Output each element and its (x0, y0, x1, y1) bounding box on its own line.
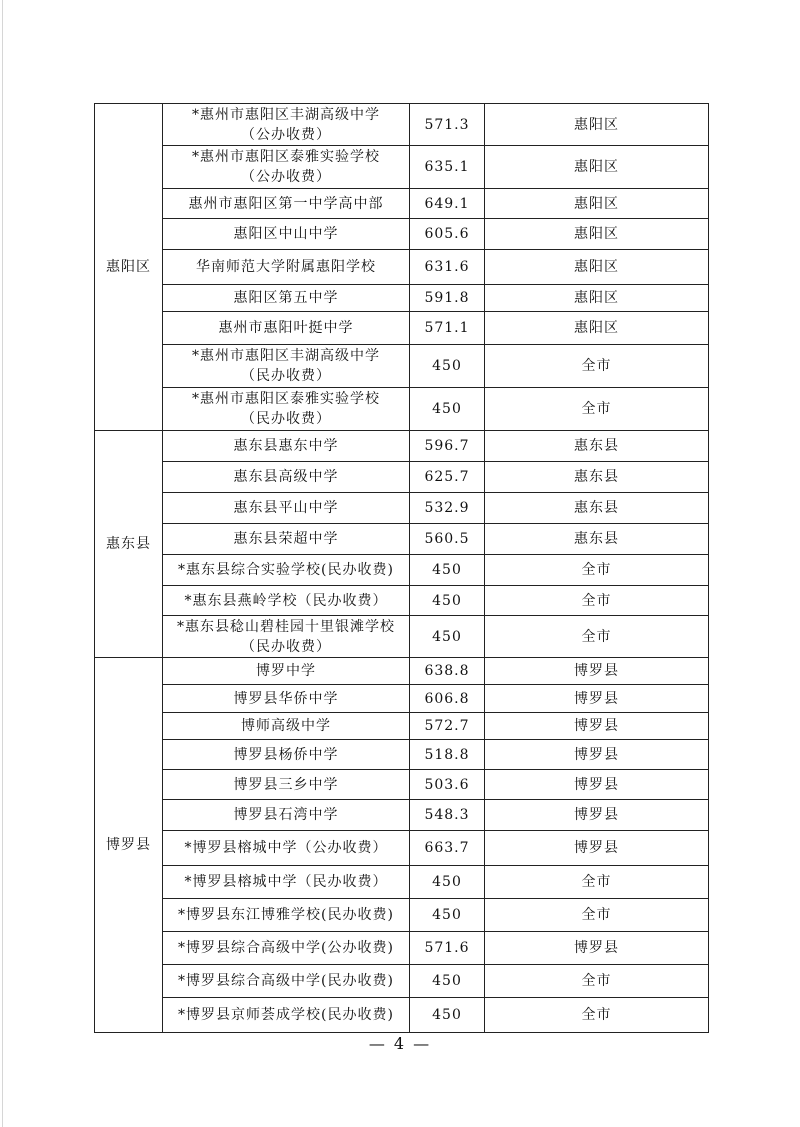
school-name-cell (163, 146, 410, 189)
table-row (95, 431, 709, 462)
school-name-cell (163, 658, 410, 685)
school-name-line: *惠州市惠阳区丰湖高级中学 (192, 348, 380, 364)
enrollment-area-cell: 博罗县 (485, 713, 709, 740)
school-name-cell (163, 800, 410, 831)
table-row (95, 189, 709, 219)
school-name-line: *博罗县综合高级中学(公办收费) (178, 940, 394, 956)
district-cell: 博罗县 (95, 658, 163, 1033)
score-cell: 606.8 (410, 685, 485, 713)
school-name-line: 博罗县三乡中学 (233, 776, 339, 793)
table-row (95, 899, 709, 932)
table-row (95, 866, 709, 899)
school-name-cell (163, 899, 410, 932)
school-name-line: *博罗县东江博雅学校(民办收费) (178, 907, 394, 923)
enrollment-area-cell: 博罗县 (485, 770, 709, 800)
enrollment-area-cell: 惠阳区 (485, 312, 709, 345)
school-name-cell (163, 189, 410, 219)
enrollment-area-cell: 惠阳区 (485, 219, 709, 250)
school-name-line: 博师高级中学 (241, 718, 331, 734)
score-cell: 450 (410, 899, 485, 932)
table-row (95, 713, 709, 740)
score-cell: 631.6 (410, 250, 485, 285)
school-name-line: 惠东县荣超中学 (233, 531, 339, 547)
school-name-line: *博罗县京师荟成学校(民办收费) (178, 1007, 394, 1023)
enrollment-area-cell: 惠阳区 (485, 189, 709, 219)
score-cell: 450 (410, 965, 485, 998)
table-row (95, 965, 709, 998)
school-name-line: *惠州市惠阳区泰雅实验学校 (192, 391, 380, 407)
school-name-cell (163, 998, 410, 1033)
school-name-line: *惠东县燕岭学校（民办收费） (184, 592, 388, 609)
table-row (95, 770, 709, 800)
school-name-line: 博罗县杨侨中学 (233, 746, 339, 763)
score-cell: 450 (410, 866, 485, 899)
school-name-line: 惠州市惠阳区第一中学高中部 (188, 195, 384, 212)
school-name-cell (163, 219, 410, 250)
table-row (95, 312, 709, 345)
enrollment-area-cell: 博罗县 (485, 658, 709, 685)
school-name-line: *博罗县综合高级中学(民办收费) (178, 973, 394, 989)
school-name-cell (163, 616, 410, 658)
score-cell: 518.8 (410, 740, 485, 770)
table-row (95, 831, 709, 866)
school-name-line: 华南师范大学附属惠阳学校 (196, 259, 376, 275)
enrollment-area-cell: 惠东县 (485, 462, 709, 493)
school-name-cell (163, 555, 410, 586)
enrollment-area-cell: 博罗县 (485, 831, 709, 866)
school-name-cell (163, 431, 410, 462)
table-row (95, 388, 709, 431)
score-cell: 560.5 (410, 524, 485, 555)
table-row (95, 800, 709, 831)
table-row (95, 685, 709, 713)
score-cell: 450 (410, 586, 485, 616)
school-name-line: *惠东县稔山碧桂园十里银滩学校 (177, 618, 395, 635)
school-name-line: （民办收费） (241, 368, 331, 384)
enrollment-area-cell: 博罗县 (485, 932, 709, 965)
table-row (95, 250, 709, 285)
table-row (95, 932, 709, 965)
school-name-cell (163, 312, 410, 345)
district-cell: 惠东县 (95, 431, 163, 658)
school-name-cell (163, 388, 410, 431)
score-cell: 635.1 (410, 146, 485, 189)
school-name-cell (163, 965, 410, 998)
enrollment-area-cell: 全市 (485, 616, 709, 658)
enrollment-area-cell: 惠阳区 (485, 285, 709, 312)
score-cell: 663.7 (410, 831, 485, 866)
school-name-line: *惠州市惠阳区丰湖高级中学 (192, 106, 380, 123)
enrollment-area-cell: 惠东县 (485, 493, 709, 524)
school-name-line: 博罗中学 (256, 663, 316, 679)
school-name-cell (163, 866, 410, 899)
school-name-line: 惠东县高级中学 (233, 469, 339, 485)
admission-score-table (94, 103, 709, 1033)
table-row (95, 146, 709, 189)
score-cell: 596.7 (410, 431, 485, 462)
enrollment-area-cell: 全市 (485, 998, 709, 1033)
score-cell: 548.3 (410, 800, 485, 831)
table-row (95, 998, 709, 1033)
table-row (95, 345, 709, 388)
table-row (95, 658, 709, 685)
table-row (95, 104, 709, 146)
score-cell: 450 (410, 616, 485, 658)
score-cell: 450 (410, 388, 485, 431)
table-row (95, 285, 709, 312)
school-name-line: （公办收费） (241, 126, 331, 143)
enrollment-area-cell: 全市 (485, 586, 709, 616)
score-cell: 571.6 (410, 932, 485, 965)
school-name-line: （民办收费） (241, 638, 331, 655)
school-name-line: 惠州市惠阳叶挺中学 (218, 320, 354, 336)
school-name-line: *惠东县综合实验学校(民办收费) (178, 562, 394, 578)
school-name-cell (163, 586, 410, 616)
enrollment-area-cell: 博罗县 (485, 685, 709, 713)
enrollment-area-cell: 全市 (485, 388, 709, 431)
enrollment-area-cell: 全市 (485, 965, 709, 998)
enrollment-area-cell: 惠东县 (485, 431, 709, 462)
school-name-line: *博罗县榕城中学（民办收费） (184, 874, 388, 890)
score-cell: 532.9 (410, 493, 485, 524)
table-row (95, 740, 709, 770)
table-row (95, 586, 709, 616)
score-cell: 571.3 (410, 104, 485, 146)
table-row (95, 219, 709, 250)
school-name-line: 惠阳区中山中学 (233, 226, 339, 242)
school-name-cell (163, 250, 410, 285)
district-cell: 惠阳区 (95, 104, 163, 431)
school-name-cell (163, 831, 410, 866)
school-name-cell (163, 493, 410, 524)
school-name-line: 惠阳区第五中学 (233, 290, 339, 306)
table-row (95, 524, 709, 555)
enrollment-area-cell: 全市 (485, 866, 709, 899)
school-name-cell (163, 713, 410, 740)
school-name-cell (163, 104, 410, 146)
score-cell: 638.8 (410, 658, 485, 685)
score-cell: 450 (410, 555, 485, 586)
table-row (95, 493, 709, 524)
enrollment-area-cell: 博罗县 (485, 800, 709, 831)
school-name-cell (163, 345, 410, 388)
school-name-line: （民办收费） (241, 411, 331, 427)
school-name-cell (163, 740, 410, 770)
score-cell: 625.7 (410, 462, 485, 493)
enrollment-area-cell: 惠阳区 (485, 104, 709, 146)
score-cell: 572.7 (410, 713, 485, 740)
school-name-line: 博罗县华侨中学 (233, 690, 339, 707)
enrollment-area-cell: 全市 (485, 555, 709, 586)
school-name-line: （公办收费） (241, 169, 331, 185)
score-cell: 605.6 (410, 219, 485, 250)
table-row (95, 616, 709, 658)
enrollment-area-cell: 惠阳区 (485, 250, 709, 285)
enrollment-area-cell: 惠东县 (485, 524, 709, 555)
enrollment-area-cell: 惠阳区 (485, 146, 709, 189)
school-name-line: 博罗县石湾中学 (233, 807, 339, 823)
school-name-cell (163, 685, 410, 713)
school-name-line: *博罗县榕城中学（公办收费） (184, 840, 388, 856)
school-name-cell (163, 285, 410, 312)
page-number: — 4 — (368, 1034, 432, 1053)
school-name-cell (163, 462, 410, 493)
score-cell: 503.6 (410, 770, 485, 800)
score-cell: 450 (410, 998, 485, 1033)
score-cell: 649.1 (410, 189, 485, 219)
page-edge-line (2, 0, 3, 1127)
school-name-line: 惠东县平山中学 (233, 500, 339, 516)
score-cell: 571.1 (410, 312, 485, 345)
school-name-cell (163, 932, 410, 965)
school-name-cell (163, 770, 410, 800)
score-cell: 591.8 (410, 285, 485, 312)
school-name-cell (163, 524, 410, 555)
score-cell: 450 (410, 345, 485, 388)
enrollment-area-cell: 全市 (485, 345, 709, 388)
school-name-line: *惠州市惠阳区泰雅实验学校 (192, 149, 380, 165)
enrollment-area-cell: 博罗县 (485, 740, 709, 770)
table-row (95, 555, 709, 586)
school-name-line: 惠东县惠东中学 (233, 438, 339, 454)
table-row (95, 462, 709, 493)
enrollment-area-cell: 全市 (485, 899, 709, 932)
